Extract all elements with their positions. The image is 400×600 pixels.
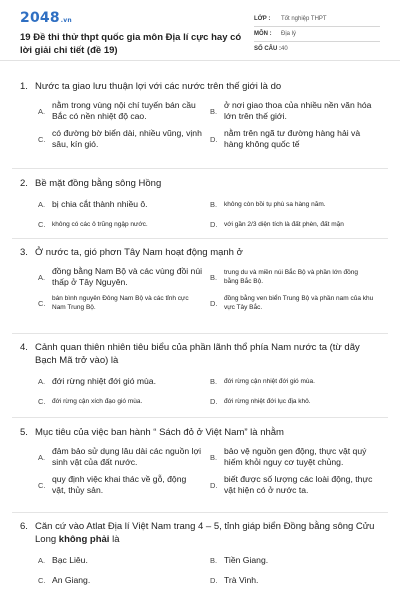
question-text xyxy=(35,520,382,546)
option-letter: B. xyxy=(210,106,218,116)
option-text: đới rừng cận xích đạo gió mùa. xyxy=(52,398,143,405)
question-stem xyxy=(20,341,382,367)
option-text: đảm bảo sử dụng lâu dài các nguồn lợi sinh vật của đất nước. xyxy=(52,446,201,467)
option-letter: A. xyxy=(38,200,46,209)
answer-option-c[interactable] xyxy=(38,397,210,406)
question-text-end: là xyxy=(112,534,120,545)
question-divider xyxy=(12,417,388,418)
question-number: 4. xyxy=(20,342,28,353)
answer-option-a[interactable] xyxy=(38,199,210,210)
option-text: trung du và miền núi Bắc Bộ và phần lớn đồng bằng Bắc Bộ. xyxy=(224,269,358,285)
question-text-start: Căn cứ vào Atlat Địa lí Việt Nam trang 4 – 5, tỉnh giáp biển Đồng bằng sông Cửu Long xyxy=(35,521,375,545)
option-letter: B. xyxy=(210,200,218,209)
option-text: nằm trên ngã tư đường hàng hải và hàng không quốc tế xyxy=(224,128,361,149)
option-letter: B. xyxy=(210,556,218,565)
question-number: 2. xyxy=(20,178,28,189)
answer-option-b[interactable] xyxy=(210,446,382,468)
exam-meta-table xyxy=(254,12,380,56)
document-header xyxy=(0,0,400,61)
question-divider xyxy=(12,512,388,513)
question-3 xyxy=(20,246,382,312)
answer-options xyxy=(38,446,382,496)
answer-options xyxy=(38,199,382,229)
question-text: Bề mặt đồng bằng sông Hồng xyxy=(35,178,162,189)
question-5 xyxy=(20,426,382,496)
option-letter: D. xyxy=(210,134,218,144)
option-letter: A. xyxy=(38,106,46,116)
question-1 xyxy=(20,80,382,150)
option-text: nằm trong vùng nội chí tuyến bán cầu Bắc có nền nhiệt độ cao. xyxy=(52,100,196,121)
answer-option-b[interactable] xyxy=(210,266,382,288)
option-text: Tiền Giang. xyxy=(224,555,269,565)
option-letter: A. xyxy=(38,452,46,462)
answer-option-b[interactable] xyxy=(210,199,382,210)
option-text: không còn bồi tụ phù sa hàng năm. xyxy=(224,201,326,208)
question-number: 1. xyxy=(20,81,28,92)
answer-option-d[interactable] xyxy=(210,220,382,229)
answer-option-a[interactable] xyxy=(38,555,210,566)
meta-label: MÔN : xyxy=(254,31,272,37)
meta-value: Địa lý xyxy=(281,31,297,37)
answer-option-d[interactable] xyxy=(210,575,382,586)
option-letter: B. xyxy=(210,272,218,282)
answer-option-a[interactable] xyxy=(38,446,210,468)
question-6 xyxy=(20,520,382,586)
option-letter: C. xyxy=(38,220,46,229)
question-stem xyxy=(20,177,382,190)
answer-option-d[interactable] xyxy=(210,397,382,406)
option-text: bán bình nguyên Đông Nam Bộ và các tỉnh cực Nam Trung Bộ. xyxy=(52,295,189,311)
option-text: biết được số lượng các loài động, thực vật hiện có ở nước ta. xyxy=(224,474,373,495)
meta-row-subject xyxy=(254,27,380,42)
answer-options xyxy=(38,100,382,150)
question-stem xyxy=(20,246,382,259)
question-4 xyxy=(20,341,382,406)
answer-option-c[interactable] xyxy=(38,220,210,229)
logo-text: 2048 xyxy=(20,10,60,26)
option-letter: D. xyxy=(210,397,218,406)
answer-option-c[interactable] xyxy=(38,128,210,150)
question-number: 5. xyxy=(20,427,28,438)
question-divider xyxy=(12,168,388,169)
option-text: không có các ô trũng ngập nước. xyxy=(52,221,148,228)
option-text: quy định việc khai thác về gỗ, động vật, thủy sản. xyxy=(52,474,187,495)
logo-suffix: .vn xyxy=(60,17,72,24)
option-text: Trà Vinh. xyxy=(224,575,259,585)
option-letter: C. xyxy=(38,134,46,144)
option-letter: B. xyxy=(210,377,218,386)
question-emphasis: không phải xyxy=(58,534,110,545)
option-letter: C. xyxy=(38,576,46,585)
answer-options xyxy=(38,376,382,406)
option-letter: A. xyxy=(38,556,46,565)
option-text: đồng bằng ven biển Trung Bộ và phần nam của khu vực Tây Bắc. xyxy=(224,295,374,311)
question-text: Nước ta giao lưu thuận lợi với các nước trên thế giới là do xyxy=(35,81,282,92)
option-letter: D. xyxy=(210,576,218,585)
question-divider xyxy=(12,333,388,334)
answer-option-a[interactable] xyxy=(38,266,210,288)
page-title: 19 Đề thi thử thpt quốc gia môn Địa lí cực hay có lời giải chi tiết (đề 19) xyxy=(20,32,242,56)
option-text: với gần 2/3 diện tích là đất phèn, đất mặn xyxy=(224,221,344,228)
option-text: bảo vệ nguồn gen động, thực vật quý hiếm khỏi nguy cơ tuyệt chủng. xyxy=(224,446,367,467)
answer-option-d[interactable] xyxy=(210,128,382,150)
option-text: đới rừng nhiệt đới gió mùa. xyxy=(52,376,156,386)
question-stem xyxy=(20,80,382,93)
option-text: có đường bờ biển dài, nhiều vũng, vịnh sâu, kín gió. xyxy=(52,128,202,149)
question-number: 3. xyxy=(20,247,28,258)
meta-label: SỐ CÂU : xyxy=(254,46,281,52)
meta-row-count xyxy=(254,42,380,56)
option-letter: C. xyxy=(38,480,46,490)
option-letter: C. xyxy=(38,397,46,406)
option-text: đồng bằng Nam Bộ và các vùng đồi núi thấp ở Tây Nguyên. xyxy=(52,266,203,287)
question-text: Mục tiêu của việc ban hành “ Sách đỏ ở Việt Nam” là nhằm xyxy=(35,427,284,438)
answer-option-b[interactable] xyxy=(210,376,382,387)
option-text: bị chia cắt thành nhiều ô. xyxy=(52,199,148,209)
option-text: ở nơi giao thoa của nhiều nền văn hóa lớn trên thế giới. xyxy=(224,100,372,121)
answer-option-c[interactable] xyxy=(38,474,210,496)
answer-option-c[interactable] xyxy=(38,294,210,312)
answer-option-d[interactable] xyxy=(210,294,382,312)
answer-options xyxy=(38,555,382,586)
meta-value: 40 xyxy=(281,46,288,52)
option-letter: A. xyxy=(38,377,46,386)
option-letter: A. xyxy=(38,272,46,282)
option-letter: D. xyxy=(210,298,218,308)
answer-option-b[interactable] xyxy=(210,555,382,566)
option-letter: C. xyxy=(38,298,46,308)
question-number: 6. xyxy=(20,521,28,532)
answer-option-a[interactable] xyxy=(38,100,210,122)
meta-row-class xyxy=(254,12,380,27)
answer-option-d[interactable] xyxy=(210,474,382,496)
question-stem xyxy=(20,426,382,439)
option-text: đới rừng nhiệt đới lục địa khô. xyxy=(224,398,311,405)
meta-label: LỚP : xyxy=(254,16,271,22)
option-letter: D. xyxy=(210,480,218,490)
question-stem xyxy=(20,520,382,546)
answer-option-b[interactable] xyxy=(210,100,382,122)
answer-options xyxy=(38,266,382,312)
site-logo[interactable] xyxy=(20,10,72,26)
option-letter: D. xyxy=(210,220,218,229)
question-text: Cảnh quan thiên nhiên tiêu biểu của phần lãnh thổ phía Nam nước ta (từ dãy Bạch Mã trở vào) là xyxy=(35,342,360,366)
option-text: đới rừng cận nhiệt đới gió mùa. xyxy=(224,378,315,385)
option-text: An Giang. xyxy=(52,575,91,585)
answer-option-c[interactable] xyxy=(38,575,210,586)
option-text: Bạc Liêu. xyxy=(52,555,88,565)
question-2 xyxy=(20,177,382,229)
meta-value: Tốt nghiệp THPT xyxy=(281,16,327,22)
question-text: Ở nước ta, gió phơn Tây Nam hoạt động mạnh ở xyxy=(35,247,243,258)
option-letter: B. xyxy=(210,452,218,462)
answer-option-a[interactable] xyxy=(38,376,210,387)
question-divider xyxy=(12,238,388,239)
